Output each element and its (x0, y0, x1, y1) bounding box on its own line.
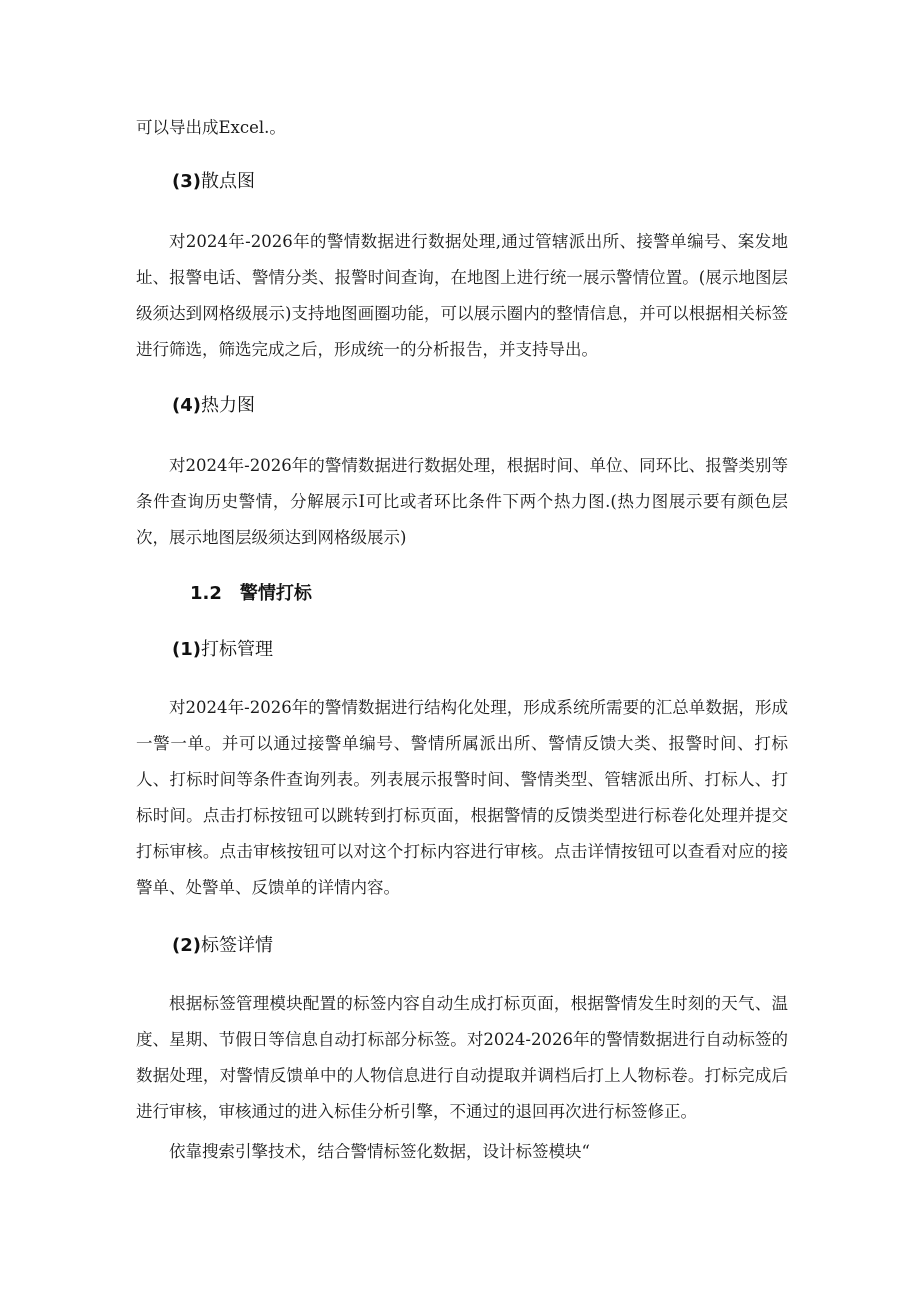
heading-tag-details (172, 932, 273, 960)
paragraph-heatmap: 对2024年-2026年的警情数据进行数据处理，根据时间、单位、同环比、报警类别等条件查询历史警情，分解展示I可比或者环比条件下两个热力图.(热力图展示要有颜色层次，展示地图层级须达到网格级展示) (136, 456, 788, 547)
heading-number: (1) (172, 639, 201, 660)
heading-title: 标签详情 (200, 935, 273, 956)
paragraph-export-note: 可以导出成Excel.。 (136, 118, 286, 137)
heading-scatter-plot (172, 168, 255, 196)
heading-tag-management (172, 636, 273, 664)
heading-number: (2) (172, 935, 201, 956)
section-number: 1.2 (190, 583, 222, 604)
heading-number: (3) (172, 171, 201, 192)
paragraph-search-engine: 依靠搜索引擎技术，结合警情标签化数据，设计标签模块“ (169, 1142, 590, 1161)
section-heading-tagging (190, 580, 312, 608)
section-title: 警情打标 (239, 583, 312, 604)
paragraph-scatter-plot: 对2024年-2026年的警情数据进行数据处理,通过管辖派出所、接警单编号、案发地址、报警电话、警情分类、报警时间查询，在地图上进行统一展示警情位置。(展示地图层级须达到网格级展示)支持地图画圈功能，可以展示圈内的整情信息，并可以根据相关标签进行筛选，筛选完成之后，形成统一的分析报告，并支持导出。 (136, 232, 788, 359)
paragraph-tag-details: 根据标签管理模块配置的标签内容自动生成打标页面，根据警情发生时刻的天气、温度、星期、节假日等信息自动打标部分标签。对2024-2026年的警情数据进行自动标签的数据处理，对警情反馈单中的人物信息进行自动提取并调档后打上人物标卷。打标完成后进行审核，审核通过的进入标佳分析引擎，不通过的退回再次进行标签修正。 (136, 994, 788, 1121)
heading-title: 散点图 (200, 171, 255, 192)
heading-heatmap (172, 392, 255, 420)
heading-title: 打标管理 (200, 639, 273, 660)
paragraph-tag-management: 对2024年-2026年的警情数据进行结构化处理，形成系统所需要的汇总单数据，形成一警一单。并可以通过接警单编号、警情所属派出所、警情反馈大类、报警时间、打标人、打标时间等条件查询列表。列表展示报警时间、警情类型、管辖派出所、打标人、打标时间。点击打标按钮可以跳转到打标页面，根据警情的反馈类型进行标卷化处理并提交打标审核。点击审核按钮可以对这个打标内容进行审核。点击详情按钮可以查看对应的接警单、处警单、反馈单的详情内容。 (136, 698, 788, 897)
heading-title: 热力图 (200, 395, 255, 416)
heading-number: (4) (172, 395, 201, 416)
